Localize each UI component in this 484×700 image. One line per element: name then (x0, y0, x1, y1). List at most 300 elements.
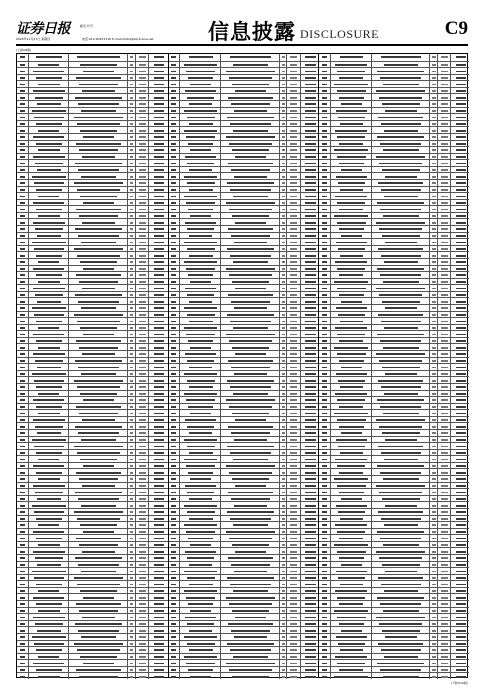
fine-print-text (432, 321, 435, 323)
fine-print-text (441, 176, 448, 178)
fine-print-text (20, 498, 25, 500)
fine-print-text (290, 163, 297, 165)
fine-print-text (20, 623, 25, 625)
fine-print-text (130, 196, 133, 198)
fine-print-text (441, 327, 448, 329)
fine-print-text (130, 590, 133, 592)
fine-print-text (290, 301, 297, 303)
fine-print-text (78, 367, 119, 369)
fine-print-text (380, 669, 421, 671)
fine-print-text (290, 505, 297, 507)
fine-print-text (432, 406, 435, 408)
fine-print-text (432, 182, 435, 184)
fine-print-text (322, 610, 327, 612)
fine-print-text (338, 643, 365, 645)
fine-print-text (37, 498, 61, 500)
fine-print-text (305, 478, 316, 480)
fine-print-text (322, 557, 327, 559)
fine-print-text (305, 149, 316, 151)
fine-print-text (171, 413, 176, 415)
fine-print-text (20, 281, 25, 283)
fine-print-text (322, 294, 327, 296)
fine-print-text (385, 571, 416, 573)
table-row (17, 422, 168, 429)
table-row (169, 192, 319, 199)
table-row (169, 113, 319, 120)
fine-print-text (290, 531, 297, 533)
fine-print-text (305, 393, 316, 395)
fine-print-text (130, 334, 133, 336)
table-row (17, 297, 168, 304)
fine-print-text (77, 321, 120, 323)
fine-print-text (36, 123, 61, 125)
fine-print-text (130, 531, 133, 533)
table-row (319, 251, 469, 258)
fine-print-text (282, 182, 285, 184)
fine-print-text (130, 406, 133, 408)
fine-print-text (232, 84, 269, 86)
fine-print-text (456, 432, 467, 434)
fine-print-text (80, 261, 117, 263)
fine-print-text (305, 571, 316, 573)
table-row (169, 396, 319, 403)
fine-print-text (139, 321, 146, 323)
fine-print-text (322, 314, 327, 316)
fine-print-text (76, 669, 121, 671)
table-cell (319, 54, 330, 61)
fine-print-text (305, 656, 316, 658)
table-row (319, 567, 469, 574)
fine-print-text (190, 281, 211, 283)
fine-print-text (441, 538, 448, 540)
fine-print-text (305, 321, 316, 323)
fine-print-text (229, 406, 272, 408)
fine-print-text (382, 432, 419, 434)
fine-print-text (456, 307, 467, 309)
fine-print-text (305, 432, 316, 434)
fine-print-text (130, 149, 133, 151)
fine-print-text (20, 222, 25, 224)
fine-print-text (337, 136, 365, 138)
fine-print-text (456, 413, 467, 415)
fine-print-text (432, 649, 435, 651)
fine-print-text (305, 235, 316, 237)
fine-print-text (184, 373, 216, 375)
fine-print-text (130, 281, 133, 283)
table-row (17, 659, 168, 666)
fine-print-text (130, 649, 133, 651)
fine-print-text (154, 505, 165, 507)
table-row (319, 67, 469, 74)
fine-print-text (189, 498, 212, 500)
fine-print-text (377, 399, 424, 401)
fine-print-text (130, 485, 133, 487)
table-row (319, 179, 469, 186)
fine-print-text (76, 406, 121, 408)
fine-print-text (232, 544, 269, 546)
table-row (319, 330, 469, 337)
fine-print-text (171, 97, 176, 99)
fine-print-text (282, 294, 285, 296)
table-row (319, 297, 469, 304)
fine-print-text (282, 248, 285, 250)
fine-print-text (382, 498, 419, 500)
fine-print-text (282, 432, 285, 434)
fine-print-text (282, 222, 285, 224)
table-row (17, 343, 168, 350)
fine-print-text (322, 274, 327, 276)
fine-print-text (456, 419, 467, 421)
fine-print-text (33, 465, 64, 467)
fine-print-text (432, 294, 435, 296)
fine-print-text (139, 367, 146, 369)
fine-print-text (441, 564, 448, 566)
fine-print-text (130, 209, 133, 211)
fine-print-text (456, 281, 467, 283)
table-row (17, 337, 168, 344)
fine-print-text (337, 288, 366, 290)
table-row (319, 291, 469, 298)
fine-print-text (154, 630, 165, 632)
fine-print-text (34, 577, 63, 579)
fine-print-text (432, 169, 435, 171)
table-row (319, 390, 469, 397)
fine-print-text (38, 413, 61, 415)
fine-print-text (322, 584, 327, 586)
fine-print-text (139, 465, 146, 467)
fine-print-text (441, 399, 448, 401)
fine-print-text (282, 84, 285, 86)
fine-print-text (184, 590, 217, 592)
fine-print-text (385, 176, 416, 178)
fine-print-text (81, 439, 116, 441)
fine-print-text (322, 663, 327, 665)
fine-print-text (74, 314, 123, 316)
fine-print-text (139, 393, 146, 395)
masthead (16, 14, 468, 44)
fine-print-text (154, 123, 165, 125)
fine-print-text (231, 301, 270, 303)
fine-print-text (334, 478, 367, 480)
fine-print-text (441, 321, 448, 323)
fine-print-text (154, 274, 165, 276)
fine-print-text (282, 465, 285, 467)
fine-print-text (441, 103, 448, 105)
fine-print-text (130, 426, 133, 428)
fine-print-text (38, 656, 59, 658)
table-row (319, 146, 469, 153)
fine-print-text (74, 117, 123, 119)
fine-print-text (184, 242, 216, 244)
fine-print-text (20, 130, 25, 132)
fine-print-text (441, 77, 448, 79)
fine-print-text (456, 288, 467, 290)
fine-print-text (290, 636, 297, 638)
table-row (319, 383, 469, 390)
fine-print-text (139, 571, 146, 573)
table-row (169, 455, 319, 462)
table-row (17, 468, 168, 475)
fine-print-text (33, 71, 64, 73)
fine-print-text (154, 228, 165, 230)
fine-print-text (154, 452, 165, 454)
fine-print-text (339, 603, 363, 605)
fine-print-text (154, 321, 165, 323)
fine-print-text (130, 551, 133, 553)
fine-print-text (139, 143, 146, 145)
table-row (319, 475, 469, 482)
fine-print-text (441, 288, 448, 290)
table-row (17, 218, 168, 225)
fine-print-text (20, 340, 25, 342)
fine-print-text (231, 235, 270, 237)
fine-print-text (456, 202, 467, 204)
fine-print-text (139, 189, 146, 191)
fine-print-text (322, 478, 327, 480)
fine-print-text (441, 156, 448, 158)
fine-print-text (187, 577, 215, 579)
fine-print-text (190, 544, 211, 546)
fine-print-text (154, 149, 165, 151)
fine-print-text (78, 169, 119, 171)
fine-print-text (382, 564, 419, 566)
fine-print-text (20, 261, 25, 263)
fine-print-text (38, 196, 59, 198)
fine-print-text (290, 261, 297, 263)
table-row (17, 567, 168, 574)
table-row (17, 172, 168, 179)
fine-print-text (441, 189, 448, 191)
fine-print-text (456, 584, 467, 586)
fine-print-text (456, 610, 467, 612)
fine-print-text (322, 242, 327, 244)
fine-print-text (185, 419, 216, 421)
fine-print-text (139, 649, 146, 651)
table-row (17, 376, 168, 383)
table-row (17, 80, 168, 87)
fine-print-text (235, 617, 266, 619)
fine-print-text (383, 610, 418, 612)
table-row (169, 501, 319, 508)
fine-print-text (290, 676, 297, 678)
fine-print-text (322, 340, 327, 342)
fine-print-text (171, 130, 176, 132)
fine-print-text (290, 97, 297, 99)
fine-print-text (441, 71, 448, 73)
fine-print-text (282, 557, 285, 559)
fine-print-text (336, 176, 367, 178)
fine-print-text (185, 288, 216, 290)
fine-print-text (282, 623, 285, 625)
table-row (169, 218, 319, 225)
table-row (17, 370, 168, 377)
fine-print-text (305, 228, 316, 230)
table-row (319, 107, 469, 114)
fine-print-text (20, 215, 25, 217)
fine-print-text (33, 156, 65, 158)
table-row (319, 449, 469, 456)
table-row (169, 297, 319, 304)
table-row (169, 436, 319, 443)
fine-print-text (189, 432, 212, 434)
fine-print-text (282, 209, 285, 211)
fine-print-text (139, 498, 146, 500)
fine-print-text (339, 492, 364, 494)
table-row (169, 422, 319, 429)
fine-print-text (322, 465, 327, 467)
fine-print-text (186, 399, 215, 401)
fine-print-text (456, 472, 467, 474)
fine-print-text (75, 228, 122, 230)
fine-print-text (456, 603, 467, 605)
fine-print-text (456, 399, 467, 401)
fine-print-text (38, 524, 59, 526)
fine-print-text (36, 406, 63, 408)
fine-print-text (189, 518, 213, 520)
fine-print-text (171, 590, 176, 592)
table-row (319, 508, 469, 515)
fine-print-text (154, 261, 165, 263)
fine-print-text (130, 432, 133, 434)
fine-print-text (290, 663, 297, 665)
table-row (319, 61, 469, 68)
fine-print-text (233, 196, 268, 198)
table-row (17, 429, 168, 436)
fine-print-text (376, 156, 425, 158)
fine-print-text (189, 103, 212, 105)
fine-print-text (441, 524, 448, 526)
fine-print-text (305, 169, 316, 171)
fine-print-text (339, 294, 364, 296)
fine-print-text (441, 472, 448, 474)
fine-print-text (382, 301, 419, 303)
fine-print-text (290, 399, 297, 401)
fine-print-text (305, 498, 316, 500)
table-row (17, 205, 168, 212)
fine-print-text (456, 149, 467, 151)
fine-print-text (338, 182, 365, 184)
fine-print-text (36, 669, 63, 671)
fine-print-text (79, 478, 118, 480)
fine-print-text (322, 367, 327, 369)
fine-print-text (171, 676, 176, 678)
fine-print-text (305, 77, 316, 79)
fine-print-text (322, 117, 327, 119)
table-row (169, 587, 319, 594)
fine-print-text (378, 314, 423, 316)
fine-print-text (20, 419, 25, 421)
fine-print-text (20, 367, 25, 369)
table-row (17, 199, 168, 206)
table-row (169, 640, 319, 647)
table-row (17, 238, 168, 245)
fine-print-text (226, 465, 275, 467)
fine-print-text (82, 156, 115, 158)
fine-print-text (456, 176, 467, 178)
fine-print-text (81, 505, 116, 507)
fine-print-text (290, 610, 297, 612)
fine-print-text (139, 472, 146, 474)
table-row (17, 409, 168, 416)
fine-print-text (305, 610, 316, 612)
fine-print-text (334, 215, 367, 217)
fine-print-text (171, 406, 176, 408)
fine-print-text (441, 143, 448, 145)
table-row (169, 567, 319, 574)
fine-print-text (139, 84, 146, 86)
fine-print-text (139, 643, 146, 645)
fine-print-text (341, 169, 362, 171)
fine-print-text (456, 169, 467, 171)
fine-print-text (339, 472, 363, 474)
table-row (17, 620, 168, 627)
table-row (319, 212, 469, 219)
table-row (17, 547, 168, 554)
table-cell (28, 673, 69, 679)
table-row (169, 626, 319, 633)
fine-print-text (338, 248, 365, 250)
fine-print-text (290, 485, 297, 487)
fine-print-text (171, 327, 176, 329)
fine-print-text (154, 649, 165, 651)
fine-print-text (432, 163, 435, 165)
fine-print-text (456, 340, 467, 342)
fine-print-text (441, 215, 448, 217)
table-row (169, 574, 319, 581)
fine-print-text (305, 281, 316, 283)
fine-print-text (139, 669, 146, 671)
fine-print-text (341, 235, 362, 237)
fine-print-text (139, 446, 146, 448)
fine-print-text (441, 334, 448, 336)
fine-print-text (432, 386, 435, 388)
fine-print-text (282, 327, 285, 329)
fine-print-text (37, 367, 61, 369)
table-row (319, 120, 469, 127)
fine-print-text (20, 590, 25, 592)
fine-print-text (20, 557, 25, 559)
fine-print-text (171, 196, 176, 198)
fine-print-text (339, 143, 363, 145)
fine-print-text (154, 163, 165, 165)
fine-print-text (282, 439, 285, 441)
fine-print-text (75, 360, 122, 362)
table-row (17, 126, 168, 133)
fine-print-text (305, 584, 316, 586)
fine-print-text (432, 597, 435, 599)
fine-print-text (171, 274, 176, 276)
fine-print-text (233, 130, 268, 132)
fine-print-text (154, 531, 165, 533)
fine-print-text (290, 169, 297, 171)
fine-print-text (139, 544, 146, 546)
fine-print-text (33, 531, 64, 533)
fine-print-text (171, 623, 176, 625)
fine-print-text (322, 169, 327, 171)
fine-print-text (154, 209, 165, 211)
fine-print-text (20, 90, 25, 92)
fine-print-text (83, 399, 114, 401)
fine-print-text (432, 189, 435, 191)
fine-print-text (32, 439, 65, 441)
fine-print-text (322, 202, 327, 204)
fine-print-text (81, 571, 116, 573)
disclosure-table (16, 48, 468, 678)
table-row (17, 449, 168, 456)
table-row (169, 547, 319, 554)
fine-print-text (188, 472, 213, 474)
fine-print-text (290, 156, 297, 158)
